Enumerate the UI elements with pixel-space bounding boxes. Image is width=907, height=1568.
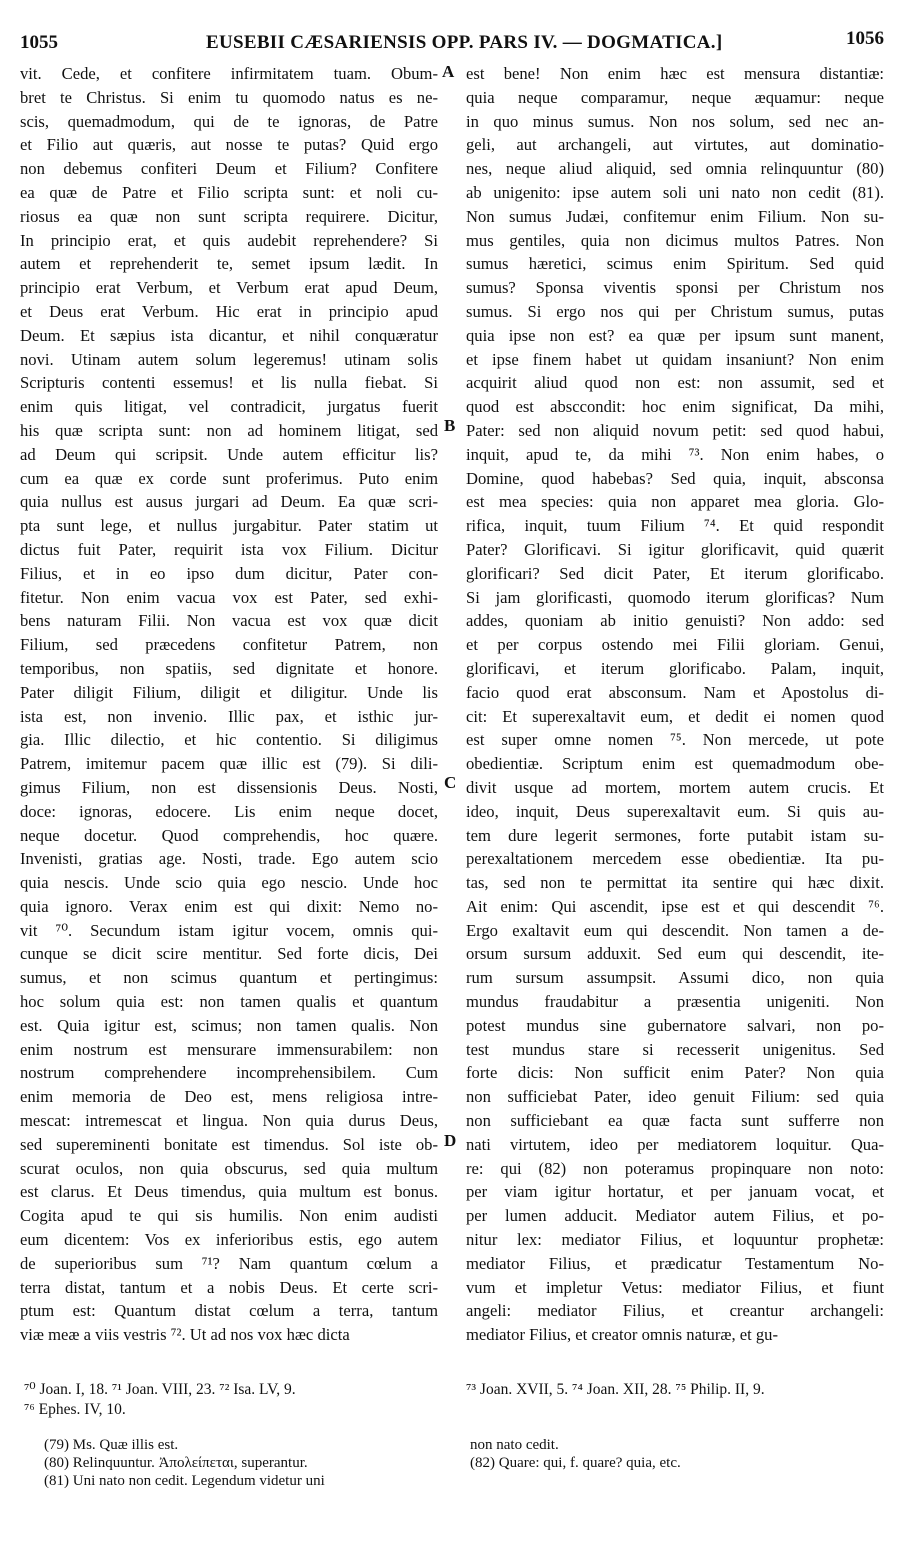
text-line: de superioribus sum ⁷¹? Nam quantum cœlum a (20, 1253, 438, 1273)
text-line: Filium, sed præcedens confitetur Patrem, non (20, 635, 438, 655)
text-line: est. Quia igitur est, scimus; non tamen qualis. Non (20, 1015, 438, 1035)
text-line: Pater? Glorificavi. Si igitur glorificavit, quid quærit (466, 539, 884, 559)
text-line: quia ipse non est? ea quæ per ipsum sunt manent, (466, 325, 884, 345)
footnote: (80) Relinquuntur. Ἀπολείπεται, superantur. (44, 1455, 308, 1471)
text-line: autem et reprehenderit te, semet ipsum lædit. In (20, 254, 438, 274)
scripture-reference: ⁷⁰ Joan. I, 18. ⁷¹ Joan. VIII, 23. ⁷² Isa. LV, 9. (24, 1381, 296, 1398)
text-line: rum sursum assumpsit. Assumi dico, non quia (466, 968, 884, 988)
text-line: sed supereminenti bonitate est timendus. Sol iste ob- (20, 1134, 438, 1154)
text-line: glorificavi, et iterum glorificabo. Palam, inquit, (466, 658, 884, 678)
text-line: ideo, inquit, Deus superexaltavit eum. Si quis au- (466, 801, 884, 821)
footnote: (79) Ms. Quæ illis est. (44, 1437, 179, 1453)
text-line: per lumen adducit. Mediator autem Filius, et po- (466, 1206, 884, 1226)
text-line: nitur lex: mediator Filius, et loquuntur prophetæ: (466, 1230, 884, 1250)
section-marker-d: D (444, 1131, 457, 1150)
text-line: angeli: mediator Filius, et creantur archangeli: (466, 1301, 884, 1321)
text-line: est clarus. Et Deus timendus, quia multum est bonus. (20, 1182, 438, 1202)
text-line: forte dicis: Non sufficit enim Pater? Non quia (466, 1063, 884, 1083)
text-line: mediator Filius, et prædicatur Testamentum No- (466, 1253, 884, 1273)
text-line: bret te Christus. Si enim tu quomodo natus es ne- (20, 87, 438, 107)
text-line: Si jam glorificasti, quomodo iterum glorificas? Num (466, 587, 884, 607)
text-line: est mea species: quia non apparet mea gloria. Glo- (466, 492, 884, 512)
text-line: Pater: sed non aliquid novum petit: sed quod habui, (466, 420, 884, 440)
text-line: enim quis litigat, vel contradicit, jurgatus fuerit (20, 397, 438, 417)
text-line: non sufficiebat Pater, ideo genuit Filium: sed quia (466, 1087, 884, 1107)
text-line: vum et impletur Vetus: mediator Filius, et fiunt (466, 1277, 884, 1297)
text-line: facio quod erat absconsum. Nam et Apostolus di- (466, 682, 884, 702)
text-line: doce: ignoras, edocere. Lis enim neque docet, (20, 801, 438, 821)
text-line: temporibus, non spatiis, sed dignitate et honore. (20, 658, 438, 678)
text-line: Non sumus Judæi, confitemur enim Filium. Non su- (466, 206, 884, 226)
text-line: et per corpus ostendo mei Filii gloriam. Genui, (466, 635, 884, 655)
text-line: scurat oculos, non quia obscurus, sed quia multum (20, 1158, 438, 1178)
left-column (20, 62, 438, 1347)
text-line: principio erat Verbum, et Verbum erat apud Deum, (20, 278, 438, 298)
text-line: gia. Illic dilectio, et hic contentio. Si diligimus (20, 730, 438, 750)
text-line: test mundus stare si recesserit unigenitus. Sed (466, 1039, 884, 1059)
text-line: Filius, et in eo ipso dum dicitur, Pater con- (20, 563, 438, 583)
text-line: gimus Filium, non est dissensionis Deus. Nosti, (20, 777, 438, 797)
running-title: EUSEBII CÆSARIENSIS OPP. PARS IV. — DOGMATICA.] (206, 32, 723, 53)
running-header (18, 14, 890, 54)
scripture-references-right (466, 1380, 765, 1400)
text-line: Ergo exaltavit eum qui descendit. Non tamen a de- (466, 920, 884, 940)
text-line: cum ea quæ ex corde sunt proferimus. Puto enim (20, 468, 438, 488)
text-line: et Filio aut quæris, aut nosse te putas? Quid ergo (20, 135, 438, 155)
text-line: sumus. Si ergo nos qui per Christum sumus, putas (466, 301, 884, 321)
text-line: his quæ scripta sunt: non ad hominem litigat, sed (20, 420, 438, 440)
text-line: nostrum comprehendere incomprehensibilem. Cum (20, 1063, 438, 1083)
text-line: terra distat, tantum et a nobis Deus. Et certe scri- (20, 1277, 438, 1297)
text-line: re: qui (82) non poteramus propinquare non noto: (466, 1158, 884, 1178)
text-line: tas, sed non te permittat ita sentire qui hæc dixit. (466, 873, 884, 893)
text-line: quia nullus est ausus jurgari ad Deum. Ea quæ scri- (20, 492, 438, 512)
scripture-reference: ⁷⁶ Ephes. IV, 10. (24, 1401, 126, 1418)
text-line: Domine, quod habebas? Sed quia, inquit, absconsa (466, 468, 884, 488)
right-column (466, 62, 884, 1347)
text-line: Pater diligit Filium, diligit et diligitur. Unde lis (20, 682, 438, 702)
text-line: ab unigenito: ipse autem soli uni nato non cedit (81). (466, 182, 884, 202)
text-line: in quo minus sumus. Non nos solum, sed nec an- (466, 111, 884, 131)
text-line: est bene! Non enim hæc est mensura distantiæ: (466, 64, 884, 83)
text-line: eum dicentem: Vos ex inferioribus estis, ego autem (20, 1230, 438, 1250)
text-line: non sufficiebant ea quæ facta sunt sufferre non (466, 1111, 884, 1131)
text-line: et ipse finem habet ut quidam insaniunt? Non enim (466, 349, 884, 369)
text-line: divit usque ad mortem, mortem autem crucis. Et (466, 777, 884, 797)
text-line: dictus fuit Pater, requirit ista vox Filium. Dicitur (20, 539, 438, 559)
text-line: addes, quoniam ab initio genuisti? Non addo: sed (466, 611, 884, 631)
text-line: mediator Filius, et creator omnis naturæ, et gu- (466, 1325, 778, 1345)
text-line: glorificari? Sed dicit Pater, Et iterum glorificabo. (466, 563, 884, 583)
text-line: viæ meæ a viis vestris ⁷². Ut ad nos vox hæc dicta (20, 1325, 350, 1345)
section-marker-a: A (442, 62, 455, 81)
text-line: acquirit aliud quod non est: non assumit, sed et (466, 373, 884, 393)
scripture-reference: ⁷³ Joan. XVII, 5. ⁷⁴ Joan. XII, 28. ⁷⁵ Philip. II, 9. (466, 1381, 765, 1398)
footnotes-left (44, 1436, 444, 1490)
text-line: ad Deum qui scripsit. Unde autem efficitur lis? (20, 444, 438, 464)
section-marker-c: C (444, 773, 457, 792)
text-line: cit: Et superexaltavit eum, et dedit ei nomen quod (466, 706, 884, 726)
text-line: pta sunt lege, et nullus jurgabitur. Pater statim ut (20, 516, 438, 536)
text-line: geli, aut archangeli, aut virtutes, aut dominatio- (466, 135, 884, 155)
scripture-references-left (24, 1380, 296, 1420)
text-line: nes, neque aliud aliquid, sed omnia relinquuntur (80) (466, 159, 884, 179)
text-line: sumus hæretici, scimus enim Spiritum. Sed quid (466, 254, 884, 274)
text-line: fitetur. Non enim vacua vox est Pater, sed exhi- (20, 587, 438, 607)
text-line: rifica, inquit, tuum Filium ⁷⁴. Et quid respondit (466, 516, 884, 536)
text-line: Cogita apud te qui sis humilis. Non enim audisti (20, 1206, 438, 1226)
text-line: bens naturam Filii. Non vacua est vox quæ dicit (20, 611, 438, 631)
text-line: quia neque comparamur, neque æquamur: neque (466, 87, 884, 107)
text-line: potest mundus sine gubernatore salvari, non po- (466, 1015, 884, 1035)
text-line: Patrem, imitemur pacem quæ illic est (79). Si dili- (20, 754, 438, 774)
text-line: Scripturis contenti essemus! et lis nulla fiebat. Si (20, 373, 438, 393)
text-line: mundus fraudabitur a præsentia unigeniti. Non (466, 992, 884, 1012)
footnote: (82) Quare: qui, f. quare? quia, etc. (470, 1455, 681, 1471)
page-number-right: 1056 (846, 28, 884, 49)
text-line: hoc solum quia est: non tamen qualis et quantum (20, 992, 438, 1012)
text-line: Invenisti, gratias age. Nosti, trade. Ego autem scio (20, 849, 438, 869)
text-line: non debemus confiteri Deum et Filium? Confitere (20, 159, 438, 179)
text-line: orsum sursum adduxit. Sed eum qui descendit, ite- (466, 944, 884, 964)
text-line: riosus ea quæ non sunt scripta requirere. Dicitur, (20, 206, 438, 226)
text-line: Deum. Et sæpius ista dicantur, et nihil conquæratur (20, 325, 438, 345)
text-line: Ait enim: Qui ascendit, ipse est et qui descendit ⁷⁶. (466, 896, 884, 916)
footnotes-right (470, 1436, 870, 1472)
text-line: In principio erat, et quis audebit reprehendere? Si (20, 230, 438, 250)
footnote: non nato cedit. (470, 1437, 559, 1453)
text-line: ea quæ de Patre et Filio scripta sunt: et noli cu- (20, 182, 438, 202)
text-line: et Deus erat Verbum. Hic erat in principio apud (20, 301, 438, 321)
text-line: enim nostrum est mensurare immensurabilem: non (20, 1039, 438, 1059)
text-line: inquit, apud te, da mihi ⁷³. Non enim habes, o (466, 444, 884, 464)
text-line: sumus, et non scimus quantum et pertingimus: (20, 968, 438, 988)
text-line: mus gentiles, quia non dicimus multos Patres. Non (466, 230, 884, 250)
text-line: tem dure legerit sermones, forte putabit istam su- (466, 825, 884, 845)
text-line: sumus? Sponsa viventis sponsi per Christum nos (466, 278, 884, 298)
text-line: vit. Cede, et confitere infirmitatem tuam. Obum- (20, 64, 438, 83)
text-line: novi. Utinam autem solum legeremus! utinam solis (20, 349, 438, 369)
page-number-left: 1055 (20, 32, 58, 53)
section-marker-b: B (444, 416, 456, 435)
text-line: enim memoria de Deo est, mens religiosa intre- (20, 1087, 438, 1107)
text-line: est super omne nomen ⁷⁵. Non mercede, ut pote (466, 730, 884, 750)
text-line: per viam igitur hortatur, et per januam vocat, et (466, 1182, 884, 1202)
text-line: ptum est: Quantum distat cœlum a terra, tantum (20, 1301, 438, 1321)
text-line: ista est, non invenio. Illic pax, et isthic jur- (20, 706, 438, 726)
text-line: quod est absccondit: hoc enim significat, Da mihi, (466, 397, 884, 417)
text-line: neque docetur. Quod comprehendis, hoc quære. (20, 825, 438, 845)
text-line: nati virtutem, ideo per mediatorem loquitur. Qua- (466, 1134, 884, 1154)
text-line: mescat: intremescat et lingua. Non quia durus Deus, (20, 1111, 438, 1131)
footnote: (81) Uni nato non cedit. Legendum videtur uni (44, 1473, 325, 1489)
text-line: cunque se dicit scire mentitur. Sed forte dicis, Dei (20, 944, 438, 964)
text-line: vit ⁷⁰. Secundum istam igitur vocem, omnis qui- (20, 920, 438, 940)
text-line: perexaltationem mercedem esse obedientiæ. Ita pu- (466, 849, 884, 869)
text-line: obedientiæ. Scriptum enim est quemadmodum obe- (466, 754, 884, 774)
text-line: scis, quemadmodum, qui de te ignoras, de Patre (20, 111, 438, 131)
text-line: quia nescis. Unde scio quia ego nescio. Unde hoc (20, 873, 438, 893)
text-line: quia ignoro. Verax enim est qui dixit: Nemo no- (20, 896, 438, 916)
